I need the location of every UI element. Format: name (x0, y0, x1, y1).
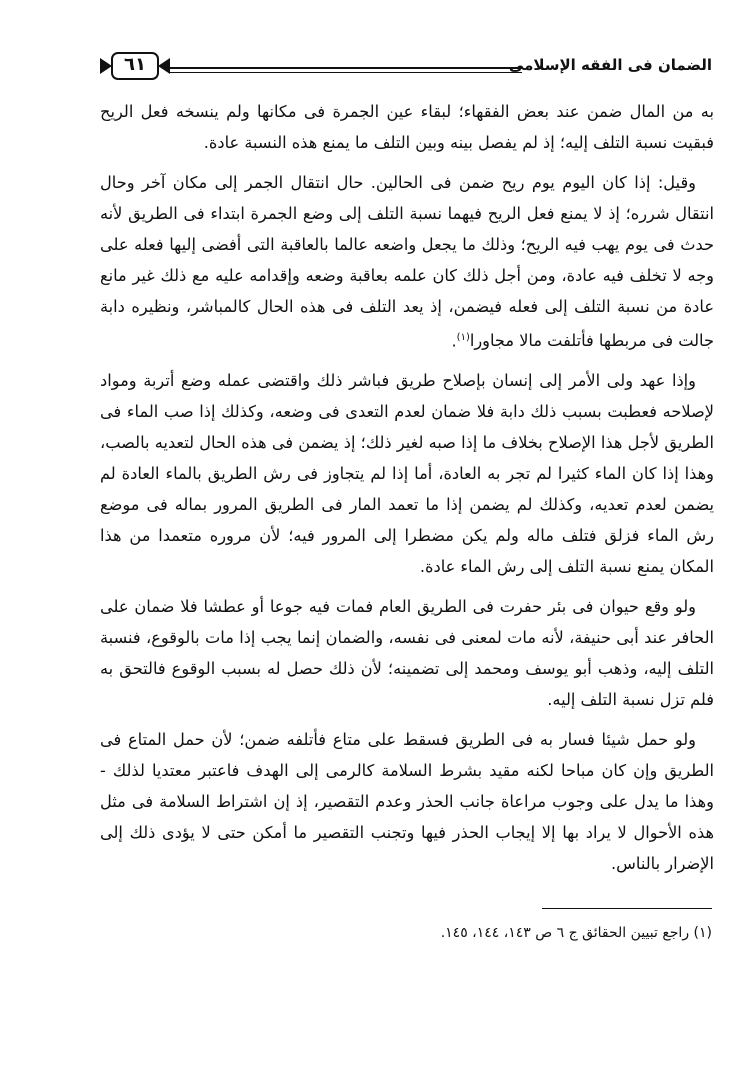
header-rule (170, 67, 522, 73)
paragraph (100, 167, 714, 356)
paragraph-text: ولو حمل شيئا فسار به فى الطريق فسقط على متاع فأتلفه ضمن؛ لأن حمل المتاع فى الطريق وإن كان مباحا لكنه مقيد بشرط السلامة كالرمى إلى الهدف فاعتبر معتديا لذلك - وهذا ما يدل على وجوب مراعاة جانب الحذر وعدم التقصير، إذ إن اشتراط السلامة فى مثل هذه الأحوال لا يراد بها إلا إيجاب الحذر فيها وتجنب التقصير ما أمكن حتى لا يؤدى ذلك إلى الإضرار بالناس. (100, 730, 714, 874)
paragraph-text: وقيل: إذا كان اليوم يوم ريح ضمن فى الحالين. حال انتقال الجمر إلى مكان آخر وحال انتقال شرره؛ إذ لا يمنع فعل الريح فيهما نسبة التلف إلى وضع الجمرة ابتداء فى الطريق لأنه حدث فى يوم يهب فيه الريح؛ وذلك ما يجعل واضعه عالما بالعاقبة التى أفضى إليها فعله على وجه لا تخلف فيه عادة، ومن أجل ذلك كان علمه بعاقبة وضعه وإقدامه عليه مع ذلك غير مانع عادة من نسبة التلف إلى فعله فيضمن، إذ يعد التلف فى هذه الحال كالمباشر، ونظيره دابة جالت فى مربطها فأتلفت مالا مجاورا (100, 173, 714, 351)
page-number: ٦١ (124, 54, 146, 75)
paragraph (100, 591, 714, 715)
paragraph (100, 365, 714, 582)
body-text (100, 96, 714, 888)
paragraph-tail: . (451, 331, 457, 351)
paragraph (100, 96, 714, 158)
page-header (100, 48, 712, 88)
paragraph-text: ولو وقع حيوان فى بئر حفرت فى الطريق العام فمات فيه جوعا أو عطشا فلا ضمان على الحافر عند أبى حنيفة، لأنه مات لمعنى فى نفسه، والضمان إنما يجب إذا مات بالوقوع، فنسبة التلف إليه، وذهب أبو يوسف ومحمد إلى تضمينه؛ لأن ذلك حصل له بسبب الوقوع فالتحق به فلم تزل نسبة التلف إليه. (100, 597, 714, 710)
footnote-text: (١) راجع تبيين الحقائق ج ٦ ص ١٤٣، ١٤٤، ١٤٥. (440, 925, 712, 941)
paragraph (100, 724, 714, 879)
page-number-ornament (100, 50, 170, 82)
footnote (100, 922, 712, 944)
paragraph-text: وإذا عهد ولى الأمر إلى إنسان بإصلاح طريق فباشر ذلك واقتضى عمله وضع أتربة ومواد لإصلاحه فعطبت بسبب ذلك دابة فلا ضمان لعدم التعدى فى وضعه، وكذلك إذا صب الماء فى الطريق لأجل هذا الإصلاح بخلاف ما إذا صبه لغير ذلك؛ إذ يضمن فى هذه الحال لتعديه بالصب، وهذا إذا كان الماء كثيرا لم تجر به العادة، أما إذا لم يتجاوز فى رش الطريق بالماء العادة لم يضمن لعدم تعديه، وكذلك لم يضمن إذا ما تعمد المار فى الطريق المرور بماله فى موضع رش الماء فزلق فتلف ماله ولم يكن مضطرا إلى المرور فيه؛ لأن مروره متعمدا من هذا المكان يمنع نسبة التلف إلى رش الماء عادة. (100, 371, 714, 577)
paragraph-text: به من المال ضمن عند بعض الفقهاء؛ لبقاء عين الجمرة فى مكانها ولم ينسخه فعل الريح فبقيت نسبة التلف إليه؛ إذ لم يفصل بينه وبين التلف ما يمنع هذه النسبة عادة. (100, 102, 714, 152)
footnote-separator (542, 908, 712, 909)
footnote-reference[interactable]: (١) (456, 332, 470, 343)
running-header-title: الضمان فى الفقه الإسلامى (508, 56, 712, 74)
